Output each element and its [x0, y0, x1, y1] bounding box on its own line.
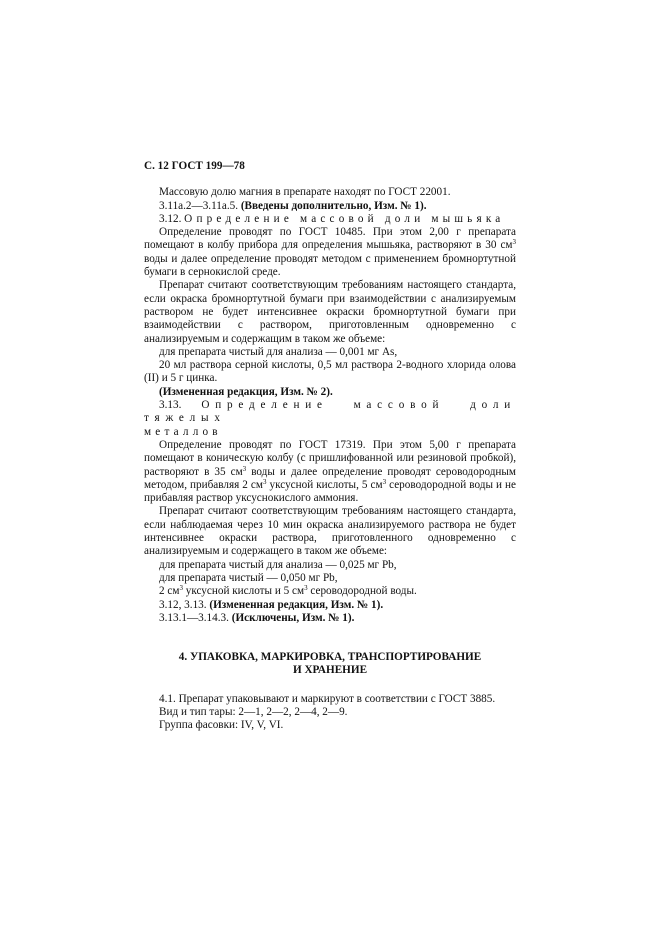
- paragraph-container-type: Вид и тип тары: 2—1, 2—2, 2—4, 2—9.: [159, 705, 348, 718]
- text-run: воды и далее определение проводят методом с применением бромнортутной бумаги в сернокислой среде.: [144, 252, 516, 279]
- clause-title-arsenic: Определение массовой доли мышьяка: [184, 212, 505, 225]
- amendment-bold: (Введены дополнительно, Изм. № 1).: [240, 199, 427, 212]
- paragraph-magnesium: Массовую долю магния в препарате находят по ГОСТ 22001.: [159, 186, 451, 199]
- clause-3-13-heading: [144, 399, 516, 426]
- running-head: С. 12 ГОСТ 199—78: [144, 160, 245, 172]
- amendment-bold: (Измененная редакция, Изм. № 1).: [209, 598, 384, 611]
- superscript: 3: [512, 238, 516, 247]
- paragraph-packing-group: Группа фасовки: IV, V, VI.: [159, 719, 284, 732]
- paragraph-arsenic-method: [144, 226, 516, 279]
- paragraph-heavy-metals-reagents: [144, 585, 516, 598]
- paragraph-lead-limit-pure: для препарата чистый — 0,050 мг Pb,: [159, 571, 338, 584]
- superscript: 3: [179, 584, 183, 593]
- amendment-bold: (Исключены, Изм. № 1).: [231, 611, 355, 624]
- amendment-note-2: (Измененная редакция, Изм. № 2).: [159, 385, 333, 398]
- text-run: 2 см: [159, 585, 180, 598]
- text-run: Определение проводят по ГОСТ 10485. При этом 2,00 г препарата помещают в колбу прибора для определения мышьяка, растворяют в 30 см: [144, 226, 516, 252]
- text-run: Определение проводят по ГОСТ 17319. При этом 5,00 г препарата помещают в коническую колбу (с пришлифованной или резиновой пробкой), растворяют в 35 см: [144, 438, 516, 478]
- paragraph-arsenic-reagents: 20 мл раствора серной кислоты, 0,5 мл раствора 2-водного хлорида олова (II) и 5 г цинка.: [144, 359, 516, 385]
- text-run: сероводородной воды.: [307, 585, 417, 598]
- clause-3-13-heading-cont: [144, 426, 516, 439]
- section-title-line: И ХРАНЕНИЕ: [292, 664, 368, 677]
- clause-number: 3.12.: [159, 212, 182, 225]
- clause-number: 3.13.: [159, 399, 182, 412]
- clause-3-12-heading: [144, 213, 516, 226]
- section-4-title: [144, 651, 516, 678]
- paragraph-heavy-metals-criterion: Препарат считают соответствующим требованиям настоящего стандарта, если наблюдаемая через 10 мин окраска анализируемого раствора не будет интенсивнее окраски раствора, приготовленного одновременно с анализируемым и содержащего в таком же объеме:: [144, 505, 516, 558]
- clause-ref: 3.13.1—3.14.3.: [159, 611, 229, 624]
- section-title-line: 4. УПАКОВКА, МАРКИРОВКА, ТРАНСПОРТИРОВАНИЕ: [178, 651, 482, 664]
- amendment-note-4: [144, 612, 516, 625]
- paragraph-packaging: 4.1. Препарат упаковывают и маркируют в соответствии с ГОСТ 3885.: [159, 692, 496, 705]
- superscript: 3: [382, 477, 387, 486]
- document-page: [144, 160, 516, 733]
- text-run: воды и далее определение проводят сероводородным методом, прибавляя 2 см: [144, 465, 516, 491]
- superscript: 3: [262, 477, 267, 486]
- superscript: 3: [304, 584, 308, 593]
- paragraph-lead-limit-analysis: для препарата чистый для анализа — 0,025 мг Pb,: [159, 558, 397, 571]
- text-run: уксусной кислоты, 5 см: [266, 478, 383, 491]
- superscript: 3: [242, 464, 247, 473]
- text-run: сероводородной воды и не прибавляя раствор уксуснокислого аммония.: [144, 478, 516, 505]
- paragraph-heavy-metals-method: [144, 439, 516, 505]
- paragraph-arsenic-limit: для препарата чистый для анализа — 0,001 мг As,: [159, 345, 398, 358]
- amendment-note-3: [144, 599, 516, 612]
- paragraph-arsenic-criterion: Препарат считают соответствующим требованиям настоящего стандарта, если окраска бромнортутной бумаги при взаимодействии с анализируемым раствором не будет интенсивнее окраски бромнортутной бумаги при взаимодействии с раствором, приготовленным одновременно с анализируемым и содержащим в таком же объеме:: [144, 279, 516, 345]
- text-run: уксусной кислоты и 5 см: [182, 585, 305, 598]
- clause-ref: 3.11а.2—3.11а.5.: [159, 199, 239, 212]
- clause-title-heavy-metals: Определение массовой доли тяжелых: [144, 399, 516, 425]
- clause-title-heavy-metals-cont: металлов: [144, 425, 222, 438]
- clause-ref: 3.12, 3.13.: [159, 598, 207, 611]
- amendment-note-1: [144, 200, 516, 213]
